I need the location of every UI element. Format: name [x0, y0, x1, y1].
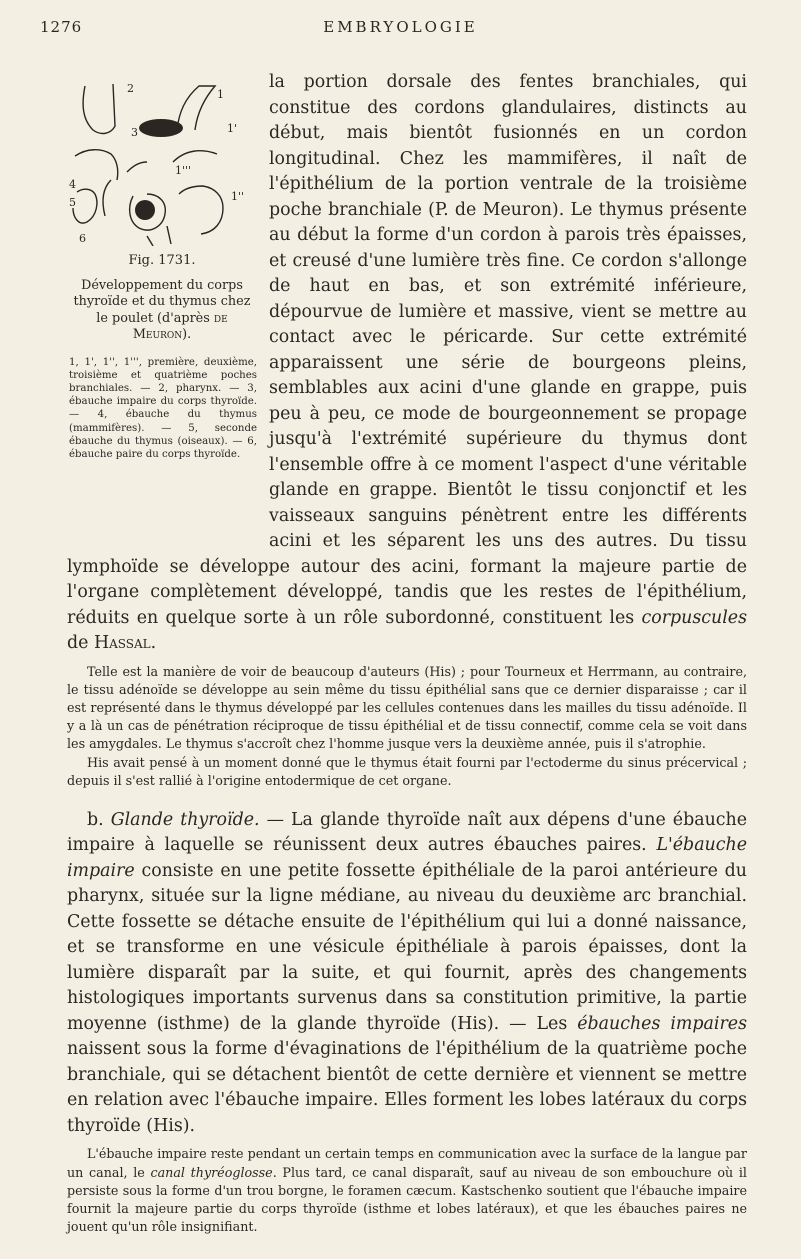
note-canal: [67, 1145, 747, 1236]
stem-left: [147, 236, 153, 246]
stem-right: [167, 226, 171, 244]
embryo-diagram: [67, 76, 251, 246]
label-1: 1: [217, 88, 224, 101]
label-2: 2: [127, 82, 134, 95]
section-title: Glande thyroïde.: [110, 809, 260, 830]
text-period: .: [150, 633, 157, 653]
term-ebauche-impaire: L'ébauche impaire: [67, 835, 747, 881]
note-his-origin: His avait pensé à un moment donné que le thymus était fourni par l'ectoderme du sinus précervical ; depuis il s'est rallié à l'origine entodermique de cet organe.: [67, 754, 747, 788]
pharynx-mass: [139, 119, 183, 137]
figure-1731: [67, 76, 257, 534]
pouch-outline-left-top: [83, 84, 115, 133]
label-1p: 1': [227, 122, 238, 135]
figure-legend: 1, 1', 1'', 1''', première, deuxième, troisième et quatrième poches branchiales. — 2, pharynx. — 3, ébauche impaire du corps thyroïde. — 4, ébauche du thymus (mammifères). — 5, seconde ébauche du thymus (oiseaux). — 6, ébauche paire du corps thyroïde.: [69, 356, 257, 460]
note-canal-a: L'ébauche impaire reste pendant un certain temps en communication avec la surface de la langue par un canal, le: [67, 1146, 747, 1180]
page-number: 1276: [40, 18, 83, 36]
label-1pp: 1'': [231, 190, 245, 203]
note-his-tourneux: Telle est la manière de voir de beaucoup d'auteurs (His) ; pour Tourneux et Herrmann, au contraire, le tissu adénoïde se développe au sein même du tissu épithélial sans que ce dernier disparaisse ; car il est représenté dans le thymus développé par les cellules contenues dans les mailles du tissu adénoïde. Il y a là un cas de pénétration réciproque de tissu épithélial et de tissu connectif, comme cela se voit dans les amygdales. Le thymus s'accroît chez l'homme jusque vers la deuxième année, puis il s'atrophie.: [67, 663, 747, 752]
pouch-outline-left-low: [103, 180, 111, 216]
label-6: 6: [79, 232, 86, 245]
section-label: b.: [87, 809, 104, 830]
thyroide-text-b: consiste en une petite fossette épithéliale de la paroi antérieure du pharynx, située sur la ligne médiane, au niveau du deuxième arc branchial. Cette fossette se détache ensuite de l'épithélium qui lui a donné naissance, et se transforme en une vésicule épithéliale à parois épaisses, dont la lumière disparaît par la suite, et qui fournit, après des changements histologiques importants survenus dans sa constitution primitive, la partie moyenne (isthme) de la glande thyroïde (His). — Les: [67, 860, 747, 1034]
figure-caption-author: de Meuron: [132, 310, 228, 342]
figure-caption-text: Développement du corps thyroïde et du thymus chez le poulet (d'après: [73, 277, 251, 326]
page-header: [40, 18, 761, 44]
paragraph-thymus: [67, 70, 747, 657]
thyroid-mass: [135, 200, 155, 220]
paragraph-thyroide: [67, 808, 747, 1140]
term-canal-thyreoglosse: canal thyréoglosse: [150, 1164, 273, 1180]
figure-title: Fig. 1731.: [128, 253, 196, 268]
paragraph-thymus-text: la portion dorsale des fentes branchiales, qui constitue des cordons glandulaires, distincts au début, mais bientôt fusionnés en un cordon longitudinal. Chez les mammifères, il naît de l'épithélium de la portion ventrale de la troisième poche branchiale (P. de Meuron). Le thymus présente au début la forme d'un cordon à parois très épaisses, et creusé d'une lumière très fine. Ce cordon s'allonge de haut en bas, et son extrémité inférieure, dépourvue de lumière et massive, vient se mettre au contact avec le péricarde. Sur cette extrémité apparaissent une série de bourgeons pleins, semblables aux acini d'une glande en grappe, puis peu à peu, ce mode de bourgeonnement se propage jusqu'à l'extrémité supérieure du thymus dont l'ensemble offre à ce moment l'aspect d'une véritable glande en grappe. Bientôt le tissu conjonctif et les vaisseaux sanguins pénètrent entre les différents acini et les séparent les uns des autres. Du tissu lymphoïde se développe autour des acini, formant la majeure partie de l'organe complètement développé, tandis que les restes de l'épithélium, réduits en quelque sorte à un rôle subordonné, constituent les: [67, 72, 747, 628]
pouch-4: [73, 189, 97, 223]
thyroide-text-c: naissent sous la forme d'évaginations de l'épithélium de la quatrième poche branchiale, qui se détachent bientôt de cette dernière et viennent se mettre en relation avec l'ébauche impaire. Elles forment les lobes latéraux du corps thyroïde (His).: [67, 1039, 747, 1136]
text-de: de: [67, 633, 94, 653]
label-4: 4: [69, 178, 76, 191]
label-5: 5: [69, 196, 76, 209]
term-corpuscules: corpuscules: [641, 607, 748, 628]
label-3: 3: [131, 126, 138, 139]
figure-caption-end: ).: [182, 327, 192, 342]
pouch-outline-left-mid: [75, 150, 118, 180]
arch-line: [127, 162, 147, 172]
pouch-outline-right-mid: [173, 151, 217, 162]
running-title: EMBRYOLOGIE: [323, 18, 478, 36]
name-hassal: Hassal: [93, 633, 151, 653]
pouch-outline-right-top: [177, 86, 215, 130]
page-body: [67, 70, 747, 1236]
thyroide-text-a: — La glande thyroïde naît aux dépens d'une ébauche impaire à laquelle se réunissent deux autres ébauches paires.: [67, 809, 747, 856]
label-1ppp: 1''': [175, 164, 192, 177]
figure-caption: [67, 278, 257, 344]
pouch-outline-right-low: [179, 186, 223, 234]
note-canal-b: . Plus tard, ce canal disparaît, sauf au niveau de son embouchure où il persiste sous la forme d'un trou borgne, le foramen cæcum. Kastschenko soutient que l'ébauche impaire fournit la majeure partie du corps thyroïde (isthme et lobes latéraux), et que les ébauches paires ne jouent qu'un rôle insignifiant.: [67, 1164, 747, 1235]
term-ebauches-impaires: ébauches impaires: [577, 1013, 747, 1034]
